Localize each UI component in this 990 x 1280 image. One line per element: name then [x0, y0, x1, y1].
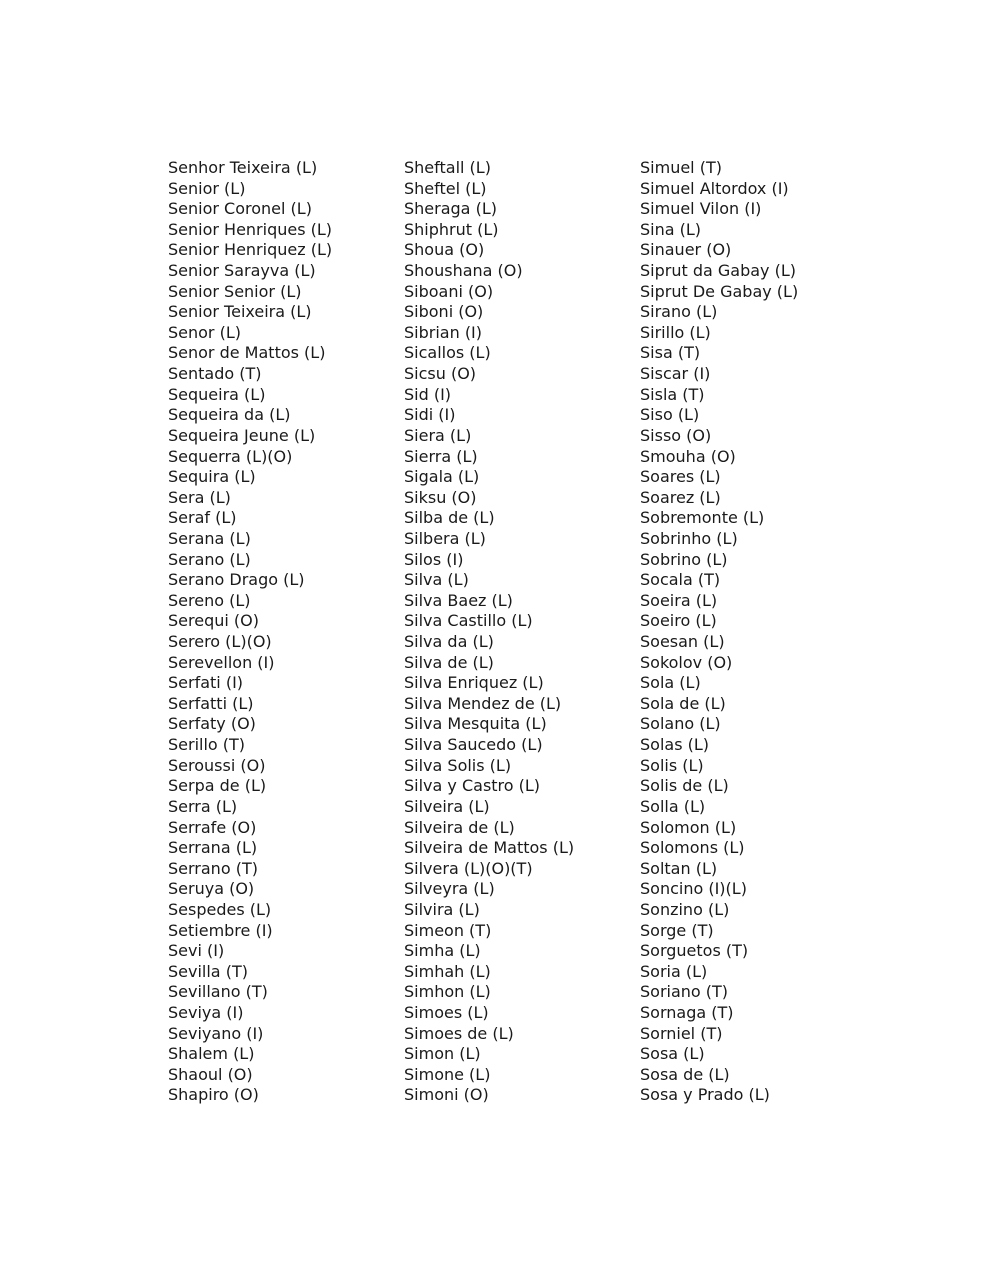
name-entry: Sid (I)	[404, 384, 452, 404]
name-entry: Senior Coronel (L)	[168, 199, 312, 219]
name-entry: Senior Teixeira (L)	[168, 302, 312, 322]
name-entry: Simoni (O)	[404, 1085, 489, 1105]
name-entry: Simhah (L)	[404, 961, 491, 981]
name-entry: Sequeira Jeune (L)	[168, 425, 316, 445]
name-entry: Silvera (L)(O)(T)	[404, 858, 533, 878]
name-entry: Silva Baez (L)	[404, 590, 513, 610]
name-entry: Sornaga (T)	[640, 1002, 734, 1022]
name-entry: Serfaty (O)	[168, 714, 256, 734]
name-entry: Sorguetos (T)	[640, 941, 749, 961]
name-entry: Serevellon (I)	[168, 652, 275, 672]
name-entry: Sisa (T)	[640, 343, 701, 363]
name-entry: Silva (L)	[404, 570, 469, 590]
name-entry: Sigala (L)	[404, 467, 480, 487]
name-entry: Silva y Castro (L)	[404, 776, 541, 796]
name-entry: Serillo (T)	[168, 735, 246, 755]
name-entry: Solis (L)	[640, 755, 704, 775]
name-entry: Shalem (L)	[168, 1044, 255, 1064]
name-entry: Simone (L)	[404, 1064, 491, 1084]
name-entry: Sobrino (L)	[640, 549, 728, 569]
name-entry: Solano (L)	[640, 714, 721, 734]
name-entry: Shoushana (O)	[404, 261, 523, 281]
name-entry: Seruya (O)	[168, 879, 255, 899]
name-entry: Soeiro (L)	[640, 611, 717, 631]
name-entry: Sokolov (O)	[640, 652, 733, 672]
name-entry: Soeira (L)	[640, 590, 718, 610]
name-entry: Sobremonte (L)	[640, 508, 765, 528]
name-entry: Sequira (L)	[168, 467, 256, 487]
name-entry: Seviyano (I)	[168, 1023, 264, 1043]
name-entry: Sola de (L)	[640, 693, 726, 713]
name-entry: Siksu (O)	[404, 487, 477, 507]
name-column-2	[404, 158, 574, 1106]
name-entry: Silva Saucedo (L)	[404, 735, 543, 755]
name-entry: Serra (L)	[168, 796, 238, 816]
name-entry: Simuel (T)	[640, 158, 722, 177]
name-entry: Sevillano (T)	[168, 982, 268, 1002]
name-entry: Smouha (O)	[640, 446, 736, 466]
name-column-3	[640, 158, 798, 1106]
name-entry: Sirano (L)	[640, 302, 718, 322]
name-entry: Serero (L)(O)	[168, 632, 272, 652]
name-entry: Senor de Mattos (L)	[168, 343, 326, 363]
name-entry: Sonzino (L)	[640, 899, 730, 919]
name-entry: Siera (L)	[404, 425, 472, 445]
name-entry: Soriano (T)	[640, 982, 729, 1002]
name-entry: Sola (L)	[640, 673, 701, 693]
name-entry: Simha (L)	[404, 941, 481, 961]
name-entry: Soncino (I)(L)	[640, 879, 747, 899]
name-entry: Siboani (O)	[404, 281, 494, 301]
name-entry: Simeon (T)	[404, 920, 492, 940]
name-entry: Silba de (L)	[404, 508, 495, 528]
name-entry: Silva Enriquez (L)	[404, 673, 544, 693]
name-entry: Serfatti (L)	[168, 693, 254, 713]
name-entry: Serpa de (L)	[168, 776, 267, 796]
name-entry: Silveyra (L)	[404, 879, 495, 899]
name-entry: Simhon (L)	[404, 982, 491, 1002]
name-entry: Serano (L)	[168, 549, 251, 569]
name-entry: Silveira de (L)	[404, 817, 515, 837]
name-entry: Sina (L)	[640, 219, 702, 239]
name-entry: Sevilla (T)	[168, 961, 248, 981]
name-entry: Sereno (L)	[168, 590, 251, 610]
name-entry: Seviya (I)	[168, 1002, 244, 1022]
name-entry: Sosa de (L)	[640, 1064, 730, 1084]
name-entry: Shapiro (O)	[168, 1085, 259, 1105]
name-entry: Silveira de Mattos (L)	[404, 838, 575, 858]
name-entry: Sorge (T)	[640, 920, 714, 940]
name-entry: Sheftall (L)	[404, 158, 491, 177]
name-entry: Soares (L)	[640, 467, 721, 487]
name-entry: Solis de (L)	[640, 776, 729, 796]
name-entry: Serrano (T)	[168, 858, 258, 878]
name-entry: Silva Solis (L)	[404, 755, 512, 775]
name-entry: Serana (L)	[168, 528, 251, 548]
name-entry: Serrafe (O)	[168, 817, 257, 837]
name-entry: Silvira (L)	[404, 899, 480, 919]
name-entry: Serrana (L)	[168, 838, 258, 858]
name-entry: Soria (L)	[640, 961, 708, 981]
name-entry: Sirillo (L)	[640, 322, 711, 342]
name-entry: Seraf (L)	[168, 508, 237, 528]
name-entry: Sorniel (T)	[640, 1023, 723, 1043]
name-entry: Sheftel (L)	[404, 178, 487, 198]
name-entry: Sevi (I)	[168, 941, 225, 961]
name-entry: Sinauer (O)	[640, 240, 732, 260]
name-entry: Sosa (L)	[640, 1044, 705, 1064]
name-entry: Siprut De Gabay (L)	[640, 281, 799, 301]
name-entry: Silva Mesquita (L)	[404, 714, 547, 734]
name-entry: Socala (T)	[640, 570, 721, 590]
name-entry: Silbera (L)	[404, 528, 486, 548]
name-entry: Senor (L)	[168, 322, 241, 342]
name-entry: Sequeira (L)	[168, 384, 266, 404]
name-entry: Simon (L)	[404, 1044, 481, 1064]
name-entry: Seroussi (O)	[168, 755, 266, 775]
name-entry: Silva Castillo (L)	[404, 611, 533, 631]
name-entry: Sequerra (L)(O)	[168, 446, 293, 466]
name-entry: Sicallos (L)	[404, 343, 491, 363]
name-entry: Simoes de (L)	[404, 1023, 514, 1043]
name-entry: Siboni (O)	[404, 302, 484, 322]
name-entry: Silveira (L)	[404, 796, 490, 816]
name-column-1	[168, 158, 332, 1106]
name-entry: Silos (I)	[404, 549, 464, 569]
name-entry: Solas (L)	[640, 735, 710, 755]
name-entry: Solomon (L)	[640, 817, 737, 837]
name-entry: Sespedes (L)	[168, 899, 272, 919]
name-entry: Sosa y Prado (L)	[640, 1085, 770, 1105]
name-entry: Sisso (O)	[640, 425, 712, 445]
name-entry: Sicsu (O)	[404, 364, 477, 384]
name-entry: Sequeira da (L)	[168, 405, 291, 425]
name-entry: Senior Henriques (L)	[168, 219, 333, 239]
name-entry: Shaoul (O)	[168, 1064, 253, 1084]
name-entry: Shoua (O)	[404, 240, 485, 260]
name-entry: Solomons (L)	[640, 838, 745, 858]
name-entry: Siso (L)	[640, 405, 700, 425]
name-entry: Sisla (T)	[640, 384, 705, 404]
name-entry: Serano Drago (L)	[168, 570, 305, 590]
name-entry: Soesan (L)	[640, 632, 725, 652]
name-entry: Setiembre (I)	[168, 920, 273, 940]
name-entry: Sibrian (I)	[404, 322, 483, 342]
name-entry: Senior Sarayva (L)	[168, 261, 316, 281]
name-entry: Siprut da Gabay (L)	[640, 261, 796, 281]
name-entry: Simoes (L)	[404, 1002, 489, 1022]
name-entry: Soltan (L)	[640, 858, 718, 878]
name-entry: Shiphrut (L)	[404, 219, 499, 239]
name-entry: Soarez (L)	[640, 487, 721, 507]
name-entry: Sheraga (L)	[404, 199, 497, 219]
name-entry: Sierra (L)	[404, 446, 478, 466]
name-entry: Solla (L)	[640, 796, 706, 816]
name-entry: Senhor Teixeira (L)	[168, 158, 318, 177]
name-entry: Silva de (L)	[404, 652, 494, 672]
name-entry: Simuel Altordox (I)	[640, 178, 789, 198]
name-entry: Siscar (I)	[640, 364, 711, 384]
name-entry: Senior Henriquez (L)	[168, 240, 333, 260]
name-entry: Simuel Vilon (I)	[640, 199, 762, 219]
name-entry: Serfati (I)	[168, 673, 244, 693]
name-entry: Senior Senior (L)	[168, 281, 302, 301]
name-entry: Silva Mendez de (L)	[404, 693, 562, 713]
name-entry: Silva da (L)	[404, 632, 494, 652]
name-entry: Sentado (T)	[168, 364, 262, 384]
name-entry: Serequi (O)	[168, 611, 259, 631]
name-entry: Sidi (I)	[404, 405, 456, 425]
name-entry: Sera (L)	[168, 487, 231, 507]
name-entry: Senior (L)	[168, 178, 246, 198]
name-entry: Sobrinho (L)	[640, 528, 738, 548]
